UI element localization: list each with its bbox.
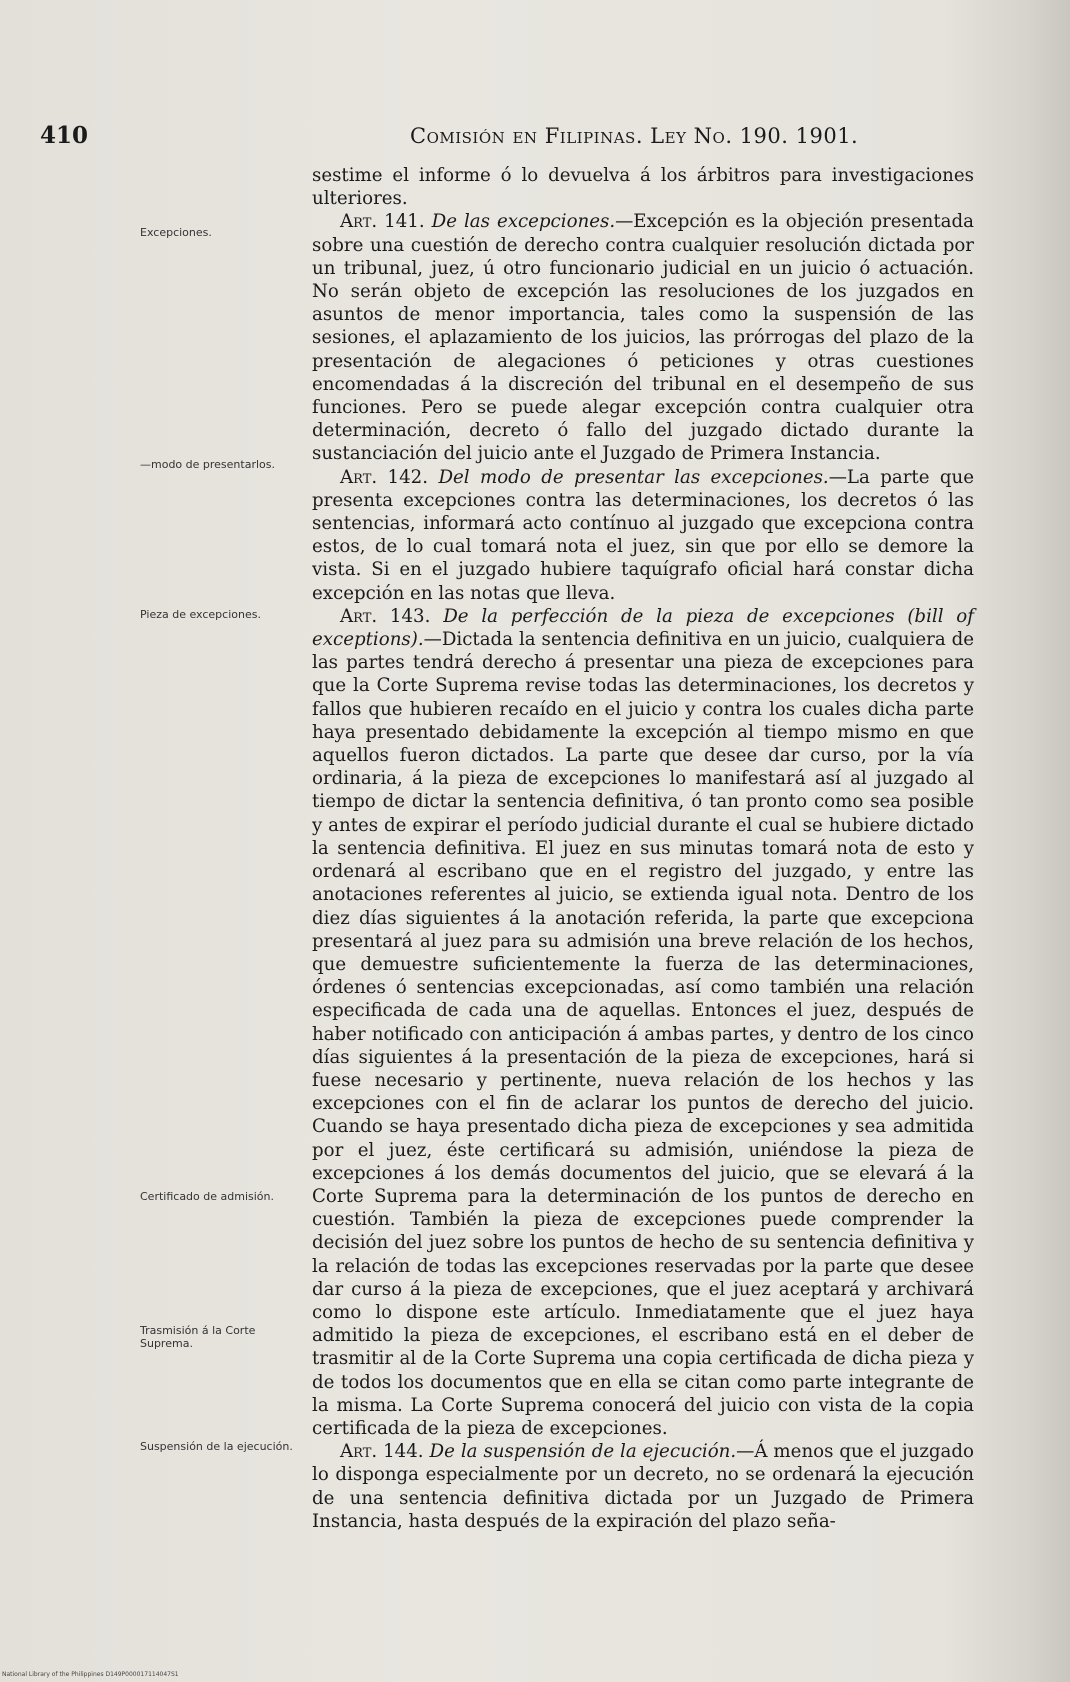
article-title: Del modo de presentar las excepciones. [438,466,829,488]
page-number: 410 [40,122,89,149]
article-text: —Excepción es la objeción presentada sobre una cuestión de derecho contra cualquier resolución dictada por un tribunal, juez, ú otro funcionario judicial en un juicio ó actuación. No serán objeto de excepción las resoluciones de los juzgados en asuntos de menor importancia, tales como la suspensión de las sesiones, el aplazamiento de los juicios, las prórrogas del plazo de la presentación de alegaciones ó peticiones y otras cuestiones encomendadas á la discreción del tribunal en el desempeño de sus funciones. Pero se puede alegar excepción contra cualquier otra determinación, decreto ó fallo del juzgado dictado durante la sustanciación del juicio ante el Juzgado de Primera Instancia. [312,211,974,465]
margin-note-pieza-excepciones: Pieza de excepciones. [140,608,261,621]
margin-note-trasmision: Trasmisión á la Corte Suprema. [140,1324,256,1350]
article-label: Art. 141. [340,211,425,233]
article-label: Art. 143. [340,605,431,627]
article-142 [312,466,974,605]
article-text: —La parte que presenta excepciones contra las determinaciones, los decretos ó las sentencias, informará acto contínuo al juzgado que excepciona contra estos, de lo cual tomará nota el juez, sin que por ello se demore la vista. Si en el juzgado hubiere taquígrafo oficial hará constar dicha excepción en las notas que lleva. [312,466,974,604]
article-text: —Dictada la sentencia definitiva en un juicio, cualquiera de las partes tendrá derecho á presentar una pieza de excepciones para que la Corte Suprema revise todas las determinaciones, los decretos y fallos que hubieren recaído en el juicio y contra los cuales dicha parte haya presentado debidamente la excepción al tiempo mismo en que aquellos fueron dictados. La parte que desee dar curso, por la vía ordinaria, á la pieza de excepciones lo manifestará así al juzgado al tiempo de dictar la sentencia definitiva, ó tan pronto como sea posible y antes de expirar el período judicial durante el cual se hubiere dictado la sentencia definitiva. El juez en sus minutas tomará nota de esto y ordenará al escribano que en el registro del juzgado, y entre las anotaciones referentes al juicio, se extienda igual nota. Dentro de los diez días siguientes á la anotación referida, la parte que excepciona presentará al juez para su admisión una breve relación de los hechos, que demuestre suficientemente la fuerza de las determinaciones, órdenes ó sentencias excepcionadas, así como también una relación especificada de cada una de aquellas. Entonces el juez, después de haber notificado con anticipación á ambas partes, y dentro de los cinco días siguientes á la presentación de la pieza de excepciones, hará si fuese necesario y pertinente, nueva relación de los hechos y las excepciones con el fin de aclarar los puntos de derecho del juicio. Cuando se haya presentado dicha pieza de excepciones y sea admitida por el juez, éste certificará su admisión, uniéndose la pieza de excepciones á los demás documentos del juicio, que se elevará á la Corte Suprema para la determinación de los puntos de derecho en cuestión. También la pieza de excepciones puede comprender la decisión del juez sobre los puntos de hecho de su sentencia definitiva y la relación de todas las excepciones reservadas por la parte que desee dar curso á la pieza de excepciones, que el juez aceptará y archivará como lo dispone este artículo. Inmediatamente que el juez haya admitido la pieza de excepciones, el escribano está en el deber de trasmitir al de la Corte Suprema una copia certificada de dicha pieza y de todos los documentos que en ella se citan como parte integrante de la misma. La Corte Suprema conocerá del juicio con vista de la copia certificada de la pieza de excepciones. [312,629,974,1439]
margin-note-modo-presentar: —modo de presentarlos. [140,458,275,471]
margin-note-suspension: Suspensión de la ejecución. [140,1440,293,1453]
article-label: Art. 144. [340,1441,424,1463]
article-title: De la perfección de la pieza de excepciones (bill of exceptions). [312,605,974,651]
article-title: De la suspensión de la ejecución. [429,1441,737,1463]
margin-note-certificado: Certificado de admisión. [140,1190,274,1203]
margin-note-excepciones: Excepciones. [140,226,212,239]
article-144 [312,1440,974,1533]
article-title: De las excepciones. [431,211,616,233]
article-141 [312,210,974,465]
body-text [312,164,974,1533]
article-label: Art. 142. [340,466,429,488]
footer-credit: National Library of the Philippines D149P000017114047S1 [2,1671,179,1678]
paragraph-continuation: sestime el informe ó lo devuelva á los árbitros para investigaciones ulteriores. [312,165,974,210]
page-header [40,122,900,152]
article-text: —Á menos que el juzgado lo disponga especialmente por un decreto, no se ordenará la ejecución de una sentencia definitiva dictada por un Juzgado de Primera Instancia, hasta después de la expiración del plazo seña- [312,1441,974,1532]
running-head: Comisión en Filipinas. Ley No. 190. 1901. [410,124,859,148]
article-143 [312,605,974,1440]
